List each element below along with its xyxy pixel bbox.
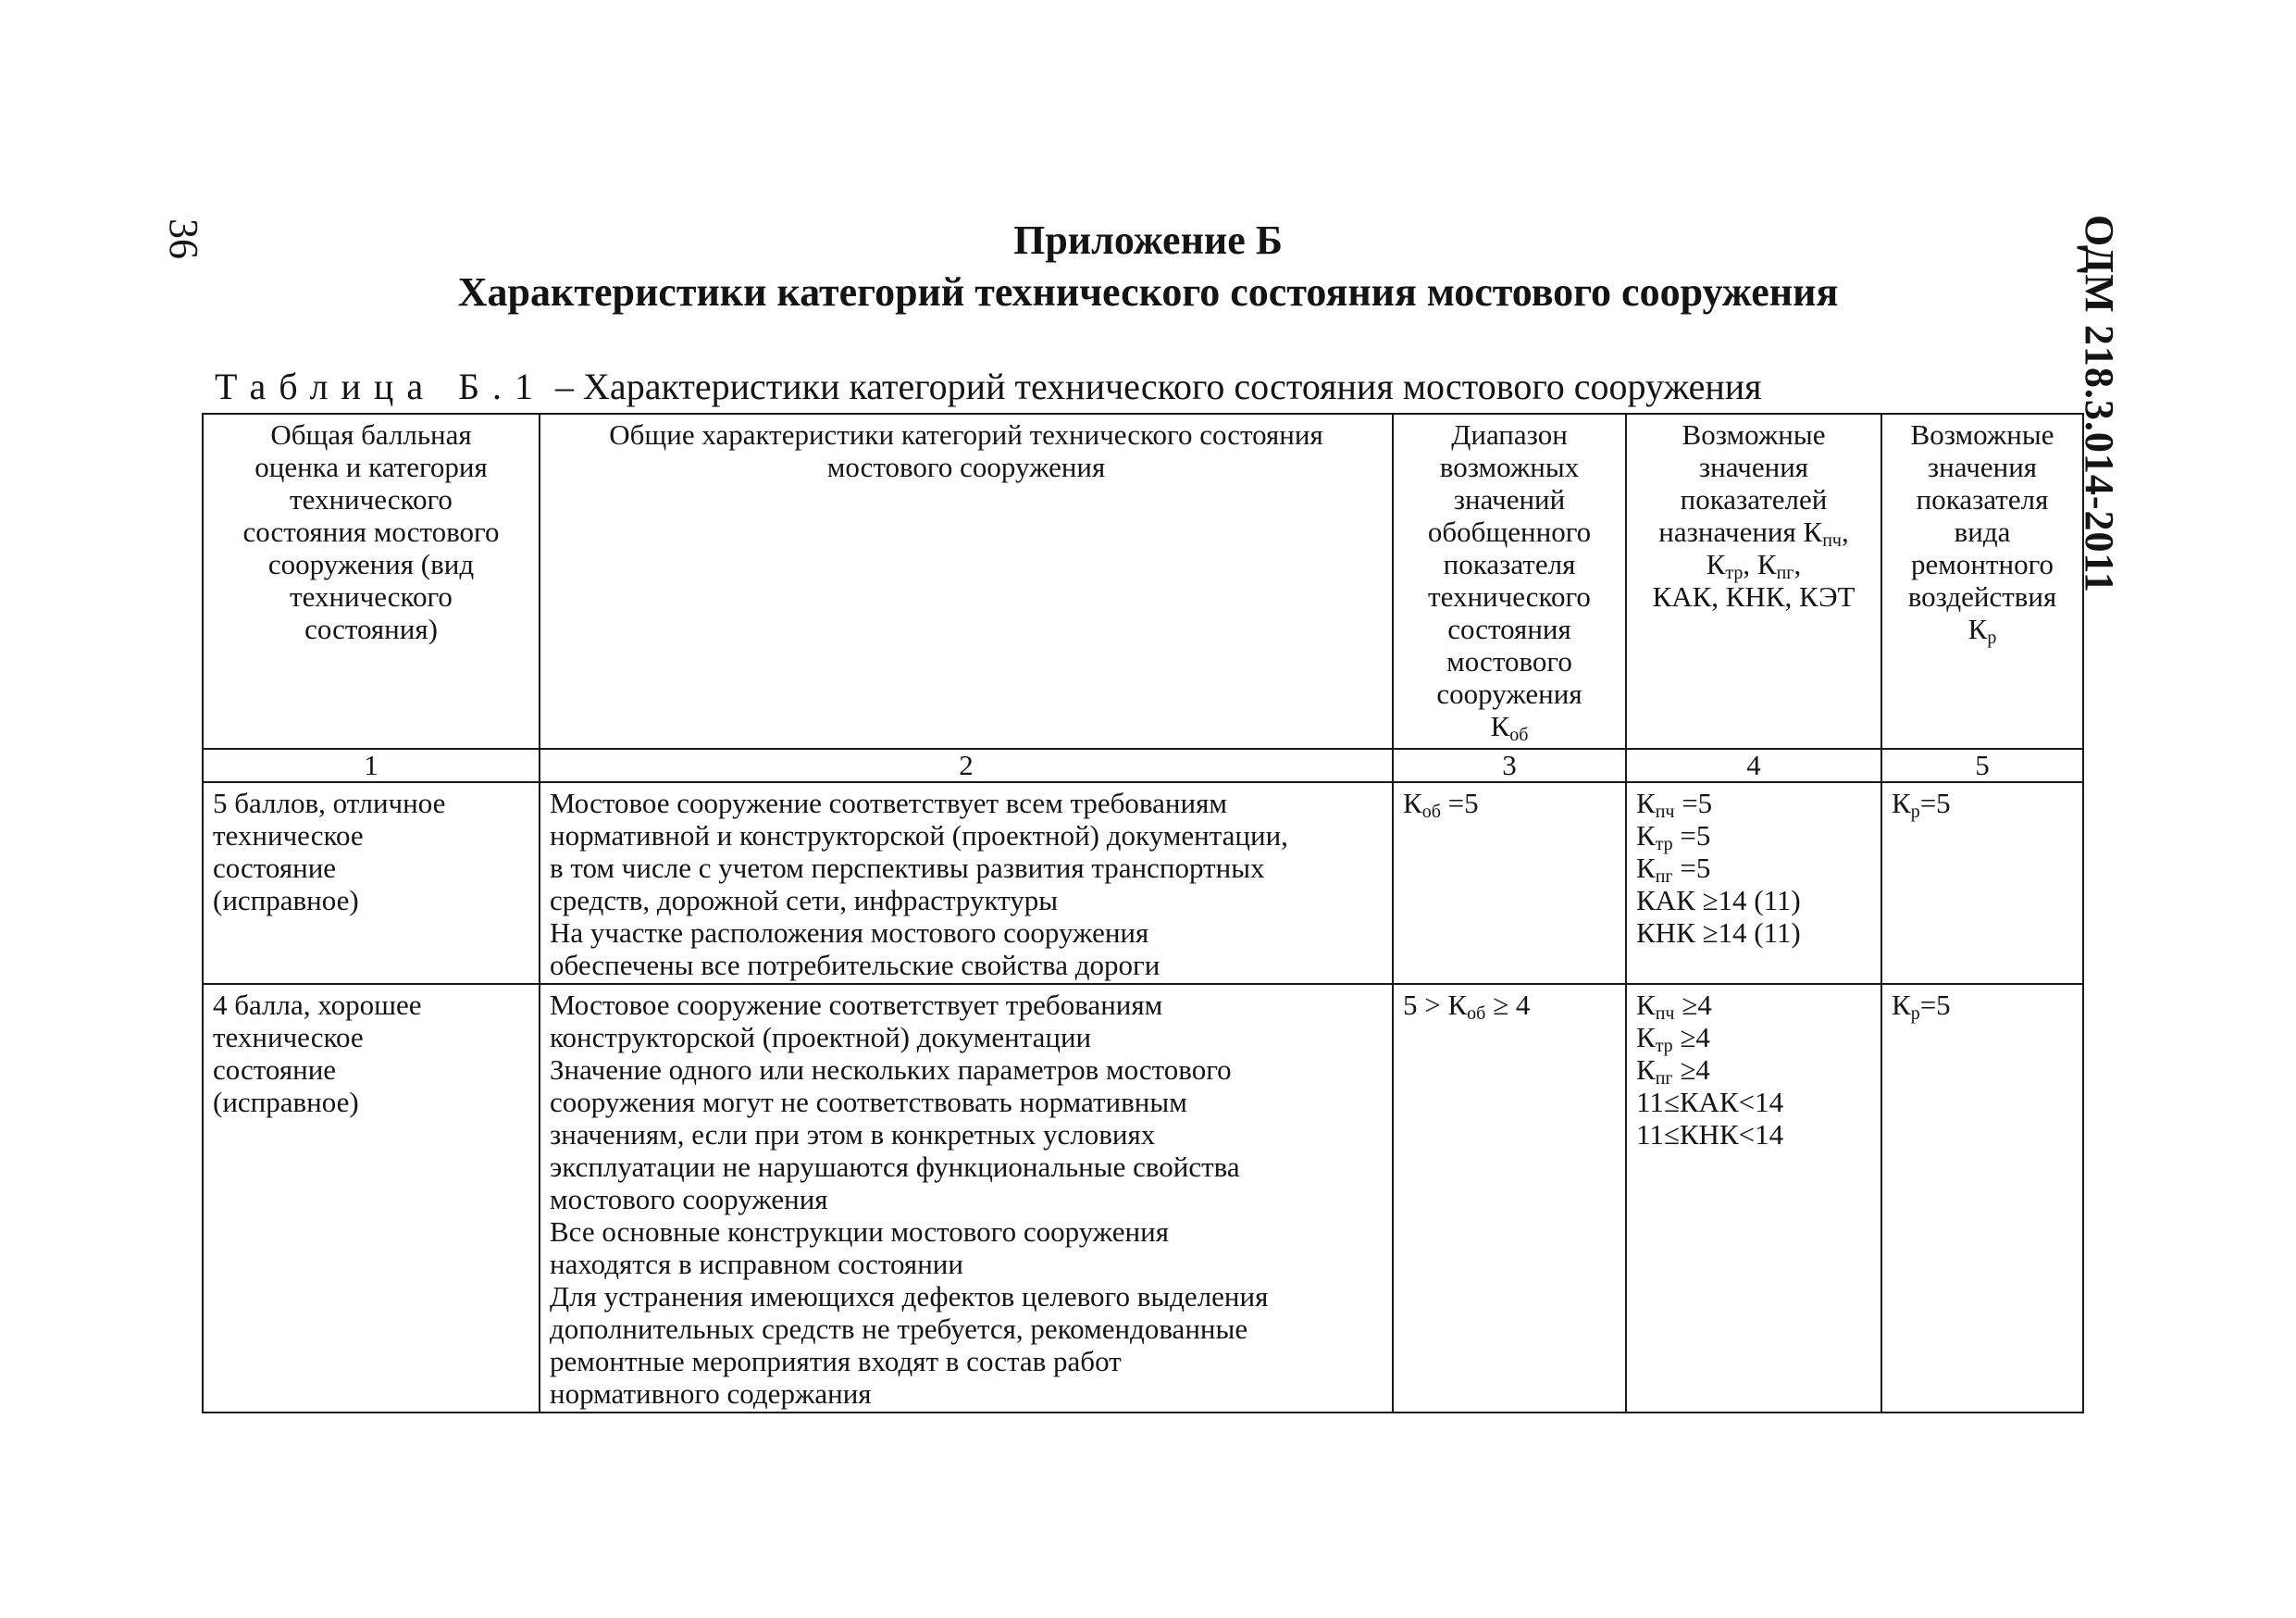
description-line: мостового сооружения [550,1183,828,1215]
description-line: Для устранения имеющихся дефектов целевого выделения [550,1280,1269,1313]
header-indicators-line: Возможные [1682,418,1826,451]
column-number: 4 [1626,749,1881,782]
header-description [540,414,1393,749]
description-line: нормативной и конструкторской (проектной) документации, [550,819,1288,852]
description-line: Мостовое сооружение соответствует требованиям [550,989,1163,1021]
header-repair-symbol: $К_р$ [1967,613,1997,648]
header-range-symbol: $К_{об}$ [1490,710,1529,745]
column-number: 1 [203,749,540,782]
description-line: дополнительных средств не требуется, рекомендованные [550,1313,1248,1345]
header-indicators-line: назначения $К_{пч}$, [1658,516,1849,551]
indicator-value: $К_{тр} \ge 4$ [1636,1021,1710,1056]
indicators-cell [1626,782,1881,984]
description-line: ремонтные мероприятия входят в состав работ [550,1345,1122,1377]
indicators-cell [1626,984,1881,1413]
header-category-line: состояния) [304,613,438,645]
table-row [203,984,2083,1413]
category-cell [203,984,540,1413]
header-range-line: значений [1453,483,1566,516]
table-caption-label: Таблица Б.1 [215,366,547,407]
category-line: 4 балла, хорошее [213,989,422,1021]
description-line: На участке расположения мостового сооружения [550,916,1149,949]
header-indicators-line: значения [1698,451,1809,483]
header-indicators-line: КАК, КНК, КЭТ [1652,580,1855,613]
description-line: сооружения могут не соответствовать нормативным [550,1086,1187,1118]
indicator-value: КНК ≥14 (11) [1636,916,1801,949]
column-number: 5 [1881,749,2083,782]
header-repair-line: воздействия [1907,580,2057,613]
range-cell [1393,984,1626,1413]
indicator-value: 11≤КНК<14 [1636,1118,1784,1151]
header-category [203,414,540,749]
header-repair-line: Возможные [1910,418,2054,451]
header-repair-line: значения [1927,451,2038,483]
header-repair [1881,414,2083,749]
column-number: 2 [540,749,1393,782]
header-range-line: мостового [1446,645,1572,678]
header-category-line: технического [290,483,453,516]
category-cell [203,782,540,984]
description-line: Все основные конструкции мостового сооружения [550,1215,1169,1248]
table-caption-dash: – [546,366,584,407]
table-header-row [203,414,2083,749]
description-line: в том числе с учетом перспективы развития транспортных [550,852,1265,884]
range-cell [1393,782,1626,984]
repair-value: $К_р=5$ [1892,787,1951,822]
repair-cell [1881,782,2083,984]
category-line: (исправное) [213,884,359,916]
indicator-value: $К_{пг} \ge 4$ [1636,1053,1710,1089]
header-range-line: обобщенного [1427,516,1592,548]
characteristics-table [202,413,2084,1413]
repair-cell [1881,984,2083,1413]
header-range-line: возможных [1439,451,1580,483]
category-line: (исправное) [213,1086,359,1118]
table-caption-text: Характеристики категорий технического состояния мостового сооружения [583,366,1762,407]
column-number-row [203,749,2083,782]
description-cell [540,984,1393,1413]
indicator-value: $К_{пч} \ge 4$ [1636,989,1712,1024]
table-row [203,782,2083,984]
header-range-line: показателя [1443,548,1576,580]
header-indicators-line: $К_{тр}$, $К_{пг}$, [1706,548,1802,583]
header-range [1393,414,1626,749]
description-line: обеспечены все потребительские свойства дороги [550,949,1160,981]
header-indicators [1626,414,1881,749]
description-line: значениям, если при этом в конкретных условиях [550,1118,1156,1151]
description-line: конструкторской (проектной) документации [550,1021,1092,1053]
header-repair-line: ремонтного [1910,548,2054,580]
category-line: состояние [213,852,337,884]
appendix-title: Приложение Б [1013,218,1283,263]
header-description-line: Общие характеристики категорий технического состояния [609,418,1323,451]
description-line: находятся в исправном состоянии [550,1248,963,1280]
header-description-line: мостового сооружения [826,451,1106,483]
header-repair-line: показателя [1916,483,2049,516]
indicator-value: $К_{пг} =5$ [1636,852,1711,887]
header-category-line: технического [290,580,453,613]
repair-value: $К_р=5$ [1892,989,1951,1024]
description-cell [540,782,1393,984]
range-value: $5 > К_{об} \ge 4$ [1403,989,1531,1024]
header-category-line: Общая балльная [270,418,472,451]
header-category-line: состояния мостового [242,516,500,548]
range-value: $К_{об} =5$ [1403,787,1479,822]
header-category-line: сооружения (вид [267,548,475,580]
header-repair-line: вида [1954,516,2011,548]
table-caption [215,359,1762,415]
description-line: Мостовое сооружение соответствует всем требованиям [550,787,1227,819]
header-category-line: оценка и категория [254,451,488,483]
page-number: 36 [161,218,206,259]
description-line: нормативного содержания [550,1377,872,1410]
header-indicators-line: показателей [1680,483,1828,516]
header-range-line: сооружения [1436,678,1582,710]
document-code: ОДМ 218.3.014-2011 [2077,215,2122,594]
indicator-value: 11≤КАК<14 [1636,1086,1784,1118]
appendix-subtitle: Характеристики категорий технического состояния мостового сооружения [457,269,1839,315]
category-line: состояние [213,1053,337,1086]
category-line: техническое [213,1021,364,1053]
header-range-line: состояния [1447,613,1571,645]
indicator-value: $К_{пч} =5$ [1636,787,1713,822]
description-line: Значение одного или нескольких параметров мостового [550,1053,1232,1086]
category-line: 5 баллов, отличное [213,787,446,819]
indicator-value: КАК ≥14 (11) [1636,884,1801,916]
column-number: 3 [1393,749,1626,782]
indicator-value: $К_{тр} =5$ [1636,819,1711,854]
description-line: средств, дорожной сети, инфраструктуры [550,884,1059,916]
header-range-line: Диапазон [1451,418,1568,451]
header-range-line: технического [1428,580,1591,613]
category-line: техническое [213,819,364,852]
description-line: эксплуатации не нарушаются функциональные свойства [550,1151,1240,1183]
